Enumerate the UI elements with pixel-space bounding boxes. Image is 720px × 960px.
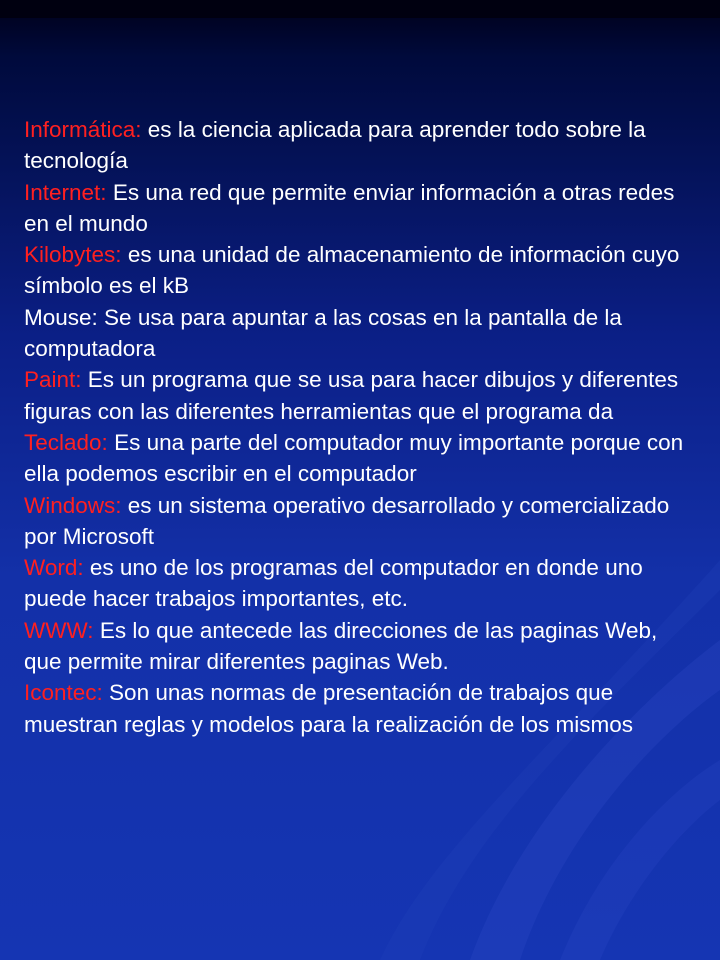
definition: Es una red que permite enviar información a otras redes en el mundo	[24, 179, 675, 236]
term: Teclado:	[24, 429, 108, 455]
term: Kilobytes:	[24, 242, 122, 268]
entry-www	[24, 615, 696, 678]
entry-informatica	[24, 114, 696, 177]
term: Informática:	[24, 117, 142, 142]
term: Paint:	[24, 367, 82, 393]
term: Word:	[24, 555, 84, 581]
definition: Se usa para apuntar a las cosas en la pantalla de la computadora	[24, 304, 622, 362]
entry-paint	[24, 364, 696, 427]
term: Icontec:	[24, 680, 103, 706]
glossary-text	[24, 114, 696, 740]
entry-windows	[24, 490, 696, 553]
definition: Son unas normas de presentación de trabajos que muestran reglas y modelos para la realización de los mismos	[24, 680, 634, 737]
entry-icontec	[24, 677, 696, 740]
term: WWW:	[24, 617, 94, 643]
term: Mouse:	[24, 304, 98, 330]
entry-mouse	[24, 302, 696, 365]
term: Windows:	[24, 492, 122, 518]
definition: es una unidad de almacenamiento de información cuyo símbolo es el kB	[24, 242, 680, 299]
definition: Es lo que antecede las direcciones de las paginas Web, que permite mirar diferentes paginas Web.	[24, 617, 658, 675]
definition: Es una parte del computador muy importante porque con ella podemos escribir en el computador	[24, 429, 684, 487]
definition: Es un programa que se usa para hacer dibujos y diferentes figuras con las diferentes herramientas que el programa da	[24, 367, 679, 424]
entry-internet	[24, 177, 696, 240]
entry-teclado	[24, 427, 696, 490]
definition: es uno de los programas del computador en donde uno puede hacer trabajos importantes, etc.	[24, 555, 643, 612]
term: Internet:	[24, 179, 107, 205]
definition: es la ciencia aplicada para aprender todo sobre la tecnología	[24, 117, 646, 174]
entry-kilobytes	[24, 239, 696, 302]
definition: es un sistema operativo desarrollado y comercializado por Microsoft	[24, 492, 670, 549]
entry-word	[24, 552, 696, 615]
